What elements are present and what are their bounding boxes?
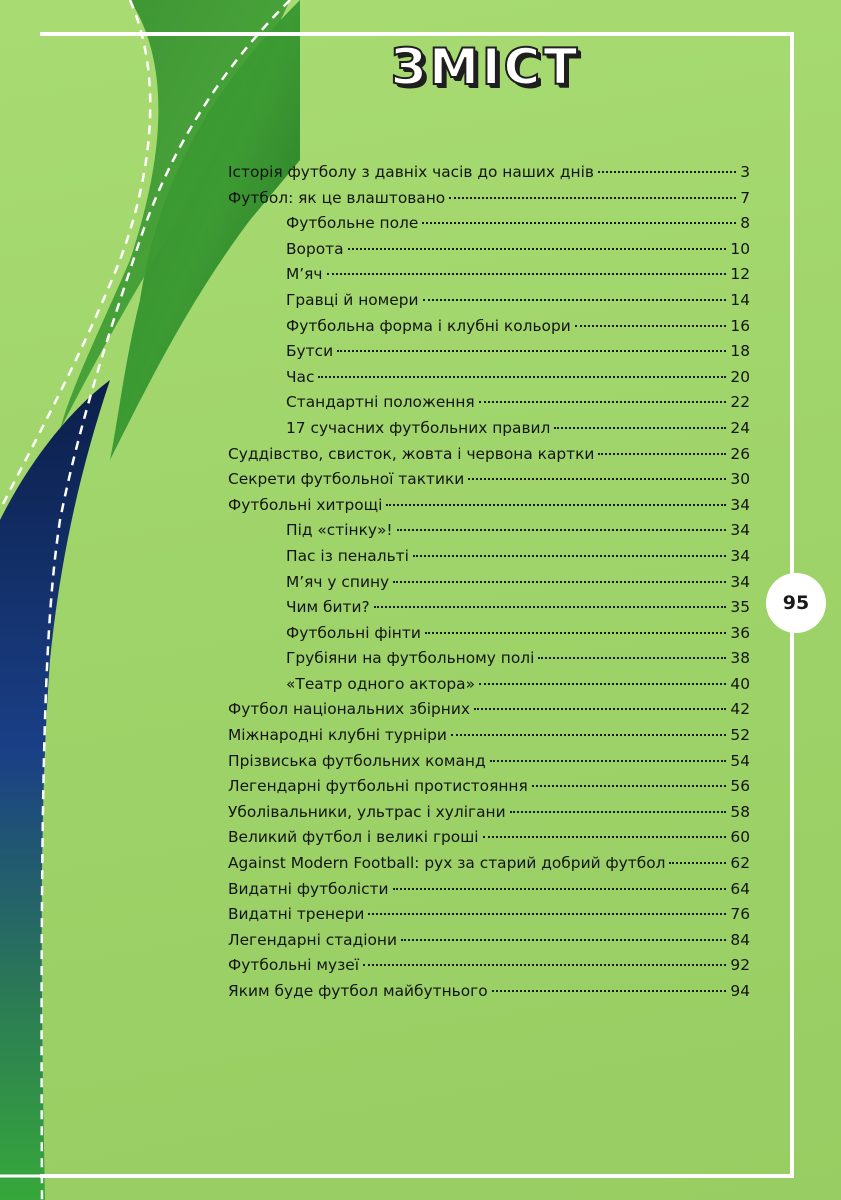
toc-entry-title: Прізвиська футбольних команд [228, 751, 486, 770]
toc-entry-page: 16 [730, 316, 750, 335]
toc-leader-dots [554, 427, 726, 429]
toc-entry[interactable] [228, 163, 750, 189]
toc-entry-page: 40 [730, 674, 750, 693]
toc-entry-title: Міжнародні клубні турніри [228, 726, 447, 745]
toc-entry-title: Футбольні музеї [228, 956, 360, 975]
toc-leader-dots [423, 299, 727, 301]
toc-entry[interactable] [228, 291, 750, 317]
page-number-badge [766, 573, 826, 633]
toc-entry[interactable] [228, 342, 750, 368]
toc-entry[interactable] [228, 521, 750, 547]
toc-entry-title: Історія футболу з давніх часів до наших днів [228, 163, 594, 181]
table-of-contents [228, 163, 750, 1008]
toc-entry-page: 20 [730, 367, 750, 386]
toc-entry-title: Ворота [286, 239, 344, 258]
toc-entry[interactable] [228, 393, 750, 419]
toc-leader-dots [337, 350, 726, 352]
toc-leader-dots [598, 453, 726, 455]
toc-entry[interactable] [228, 598, 750, 624]
toc-entry-page: 38 [730, 649, 750, 668]
toc-leader-dots [510, 811, 727, 813]
toc-entry-title: Футбольне поле [286, 214, 419, 233]
toc-entry-page: 60 [730, 828, 750, 847]
toc-leader-dots [393, 581, 726, 583]
toc-entry[interactable] [228, 777, 750, 803]
toc-entry[interactable] [228, 419, 750, 445]
toc-entry-title: Яким буде футбол майбутнього [228, 982, 488, 1000]
toc-entry[interactable] [228, 905, 750, 931]
toc-entry-page: 10 [730, 239, 750, 258]
toc-leader-dots [318, 376, 726, 378]
toc-leader-dots [474, 708, 726, 710]
toc-entry-title: Видатні футболісти [228, 879, 389, 898]
toc-entry-title: Секрети футбольної тактики [228, 470, 465, 489]
toc-entry-page: 12 [730, 265, 750, 284]
toc-entry[interactable] [228, 189, 750, 215]
toc-entry-page: 24 [730, 418, 750, 437]
toc-entry-title: Уболівальники, ультрас і хулігани [228, 802, 506, 821]
toc-entry[interactable] [228, 624, 750, 650]
toc-entry[interactable] [228, 445, 750, 471]
toc-entry-page: 22 [730, 393, 750, 412]
toc-leader-dots [449, 197, 736, 199]
toc-entry[interactable] [228, 828, 750, 854]
toc-leader-dots [327, 273, 727, 275]
toc-entry[interactable] [228, 368, 750, 394]
toc-leader-dots [401, 939, 726, 941]
toc-leader-dots [669, 862, 726, 864]
toc-leader-dots [363, 964, 726, 966]
toc-entry-title: «Театр одного актора» [286, 674, 476, 693]
toc-entry-page: 8 [740, 214, 750, 233]
toc-leader-dots [393, 888, 727, 890]
toc-entry-title: Легендарні стадіони [228, 930, 397, 949]
toc-entry-page: 7 [740, 188, 750, 207]
toc-leader-dots [490, 760, 727, 762]
toc-entry-page: 76 [730, 905, 750, 924]
toc-entry[interactable] [228, 317, 750, 343]
toc-entry-page: 64 [730, 879, 750, 898]
toc-entry-page: 94 [730, 982, 750, 1000]
toc-entry-title: Грубіяни на футбольному полі [286, 649, 535, 668]
toc-leader-dots [422, 222, 736, 224]
toc-entry-page: 54 [730, 751, 750, 770]
page-number: 95 [782, 592, 810, 614]
toc-entry-title: М’яч [286, 265, 323, 284]
toc-entry-page: 30 [730, 470, 750, 489]
toc-entry-page: 62 [730, 854, 750, 873]
toc-entry-title: Футбол національних збірних [228, 700, 470, 719]
toc-entry-page: 36 [730, 623, 750, 642]
toc-entry-title: М’яч у спину [286, 572, 390, 591]
toc-entry-page: 34 [730, 495, 750, 514]
toc-entry[interactable] [228, 649, 750, 675]
toc-entry-title: Футбол: як це влаштовано [228, 188, 446, 207]
toc-leader-dots [532, 785, 727, 787]
toc-entry[interactable] [228, 470, 750, 496]
toc-entry-title: Чим бити? [286, 598, 370, 617]
toc-entry-page: 34 [730, 572, 750, 591]
toc-entry-title: Під «стінку»! [286, 521, 393, 540]
toc-entry[interactable] [228, 265, 750, 291]
toc-entry-page: 52 [730, 726, 750, 745]
toc-entry-title: Пас із пенальті [286, 546, 409, 565]
toc-entry[interactable] [228, 956, 750, 982]
toc-entry-title: 17 сучасних футбольних правил [286, 418, 551, 437]
toc-entry[interactable] [228, 752, 750, 778]
toc-leader-dots [575, 325, 727, 327]
toc-entry[interactable] [228, 982, 750, 1008]
toc-leader-dots [374, 606, 727, 608]
toc-entry[interactable] [228, 700, 750, 726]
toc-entry-title: Час [286, 367, 315, 386]
toc-entry-title: Футбольна форма і клубні кольори [286, 316, 571, 335]
toc-entry[interactable] [228, 726, 750, 752]
page-title: ЗМІСТ [390, 38, 581, 96]
toc-entry[interactable] [228, 240, 750, 266]
toc-entry-title: Бутси [286, 342, 334, 361]
toc-entry-page: 3 [740, 163, 750, 181]
toc-entry-title: Футбольні фінти [286, 623, 421, 642]
toc-entry[interactable] [228, 675, 750, 701]
toc-entry[interactable] [228, 496, 750, 522]
toc-leader-dots [397, 529, 727, 531]
toc-entry-title: Видатні тренери [228, 905, 365, 924]
toc-entry-page: 58 [730, 802, 750, 821]
toc-leader-dots [413, 555, 727, 557]
toc-entry-title: Великий футбол і великі гроші [228, 828, 479, 847]
toc-entry-title: Суддівство, свисток, жовта і червона картки [228, 444, 595, 463]
toc-entry[interactable] [228, 547, 750, 573]
toc-leader-dots [386, 504, 726, 506]
toc-entry-page: 34 [730, 521, 750, 540]
toc-entry-page: 26 [730, 444, 750, 463]
toc-entry[interactable] [228, 854, 750, 880]
toc-entry-page: 35 [730, 598, 750, 617]
toc-entry[interactable] [228, 573, 750, 599]
toc-leader-dots [479, 401, 727, 403]
toc-leader-dots [598, 171, 736, 173]
toc-entry-page: 92 [730, 956, 750, 975]
toc-entry[interactable] [228, 880, 750, 906]
toc-leader-dots [451, 734, 727, 736]
toc-entry-title: Гравці й номери [286, 290, 419, 309]
toc-entry-page: 34 [730, 546, 750, 565]
toc-entry[interactable] [228, 214, 750, 240]
toc-leader-dots [368, 913, 726, 915]
toc-entry-page: 42 [730, 700, 750, 719]
toc-leader-dots [538, 657, 726, 659]
toc-entry-title: Стандартні положення [286, 393, 475, 412]
toc-leader-dots [425, 632, 727, 634]
toc-leader-dots [492, 990, 727, 992]
toc-entry-page: 14 [730, 290, 750, 309]
toc-entry[interactable] [228, 931, 750, 957]
toc-entry-title: Легендарні футбольні протистояння [228, 777, 528, 796]
toc-entry-title: Футбольні хитрощі [228, 495, 383, 514]
toc-entry[interactable] [228, 803, 750, 829]
toc-entry-title: Against Modern Football: рух за старий добрий футбол [228, 854, 666, 873]
toc-leader-dots [468, 478, 726, 480]
toc-entry-page: 56 [730, 777, 750, 796]
toc-leader-dots [479, 683, 726, 685]
toc-entry-page: 84 [730, 930, 750, 949]
toc-leader-dots [483, 836, 727, 838]
toc-entry-page: 18 [730, 342, 750, 361]
toc-leader-dots [348, 248, 727, 250]
